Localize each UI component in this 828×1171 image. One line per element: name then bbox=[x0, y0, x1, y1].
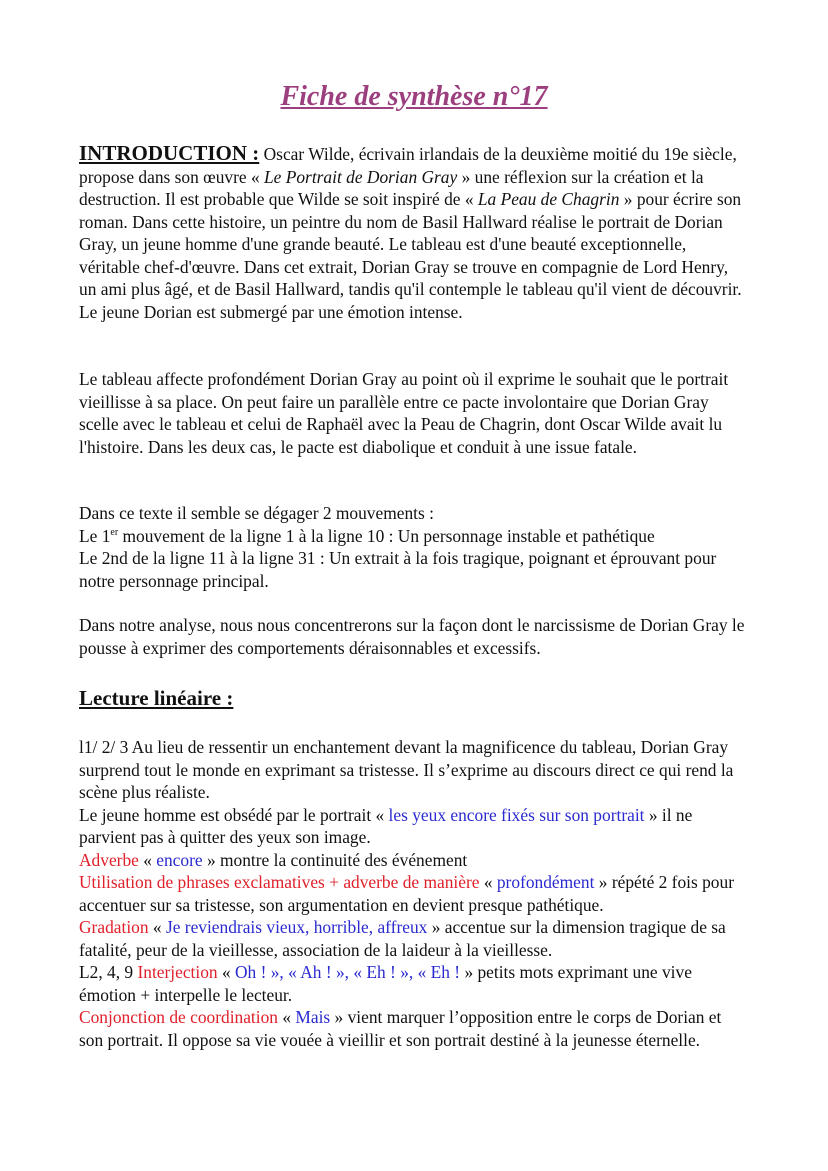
lecture-paragraph bbox=[79, 736, 749, 1051]
figure-label: Conjonction de coordination bbox=[79, 1007, 278, 1027]
lecture-line-5 bbox=[79, 916, 749, 961]
lecture-line-2-text: Le jeune homme est obsédé par le portrait « bbox=[79, 804, 389, 825]
figure-label: Interjection bbox=[137, 962, 218, 982]
quotation: les yeux encore fixés sur son portrait bbox=[388, 804, 645, 825]
first-movement bbox=[79, 525, 749, 548]
intro-text-1: Oscar Wilde, écrivain irlandais de la deuxième moitié du 19e siècle, propose dans son œuvre « bbox=[79, 144, 737, 187]
quote-open: « bbox=[278, 1007, 296, 1027]
quotation: Mais bbox=[295, 1007, 331, 1027]
intro-text-2: » une réflexion sur la création et la destruction. Il est probable que Wilde se soit inspiré de « bbox=[79, 166, 704, 209]
figure-label: Adverbe bbox=[79, 849, 139, 870]
lecture-line-4-text: » répété 2 fois pour accentuer sur sa tristesse, son argumentation en devient presque pathétique. bbox=[79, 872, 734, 915]
movements-paragraph bbox=[79, 502, 749, 592]
quotation: profondément bbox=[496, 872, 595, 892]
lecture-line-1: l1/ 2/ 3 Au lieu de ressentir un enchantement devant la magnificence du tableau, Dorian Gray surprend tout le monde en exprimant sa tristesse. Il s’exprime au discours direct ce qui rend la scène plus réaliste. bbox=[79, 737, 734, 802]
lecture-line-3-text: » montre la continuité des événement bbox=[202, 849, 468, 870]
quote-open: « bbox=[138, 849, 157, 870]
figure-label: Gradation bbox=[79, 917, 149, 937]
quote-open: « bbox=[479, 872, 497, 892]
lecture-line-5-text: » accentue sur la dimension tragique de sa fatalité, peur de la vieillesse, association de la laideur à la vieillesse. bbox=[79, 917, 726, 960]
first-movement-text: mouvement de la ligne 1 à la ligne 10 : Un personnage instable et pathétique bbox=[118, 525, 655, 546]
lecture-line-4 bbox=[79, 871, 749, 916]
quotation: Je reviendrais vieux, horrible, affreux bbox=[165, 917, 428, 937]
inspiration-title: La Peau de Chagrin bbox=[477, 189, 620, 209]
lecture-line-2-text: » il ne parvient pas à quitter des yeux son image. bbox=[79, 804, 693, 847]
first-movement-prefix: Le 1 bbox=[79, 525, 111, 546]
pact-text: Le tableau affecte profondément Dorian Gray au point où il exprime le souhait que le portrait vieillisse à sa place. On peut faire un parallèle entre ce pacte involontaire que Dorian Gray scelle avec le tableau et celui de Raphaël avec la Peau de Chagrin, dont Oscar Wilde avait lu l'histoire. Dans les deux cas, le pacte est diabolique et conduit à une issue fatale. bbox=[79, 369, 729, 457]
first-movement-superscript: er bbox=[110, 526, 119, 538]
lecture-line-7-text: » vient marquer l’opposition entre le corps de Dorian et son portrait. Il oppose sa vie vouée à vieillir et son portrait destiné à la jeunesse éternelle. bbox=[79, 1007, 722, 1050]
analysis-paragraph bbox=[79, 614, 749, 659]
introduction-paragraph bbox=[79, 142, 749, 323]
figure-label: Utilisation de phrases exclamatives + adverbe de manière bbox=[79, 872, 480, 892]
analysis-text: Dans notre analyse, nous nous concentrerons sur la façon dont le narcissisme de Dorian Gray le pousse à exprimer des comportements déraisonnables et excessifs. bbox=[79, 615, 745, 658]
pact-paragraph bbox=[79, 368, 749, 458]
quote-open: « bbox=[148, 917, 166, 937]
introduction-heading: INTRODUCTION : bbox=[79, 141, 260, 165]
quotation: encore bbox=[156, 849, 203, 870]
lecture-line-6 bbox=[79, 961, 749, 1006]
second-movement: Le 2nd de la ligne 11 à la ligne 31 : Un extrait à la fois tragique, poignant et éprouvant pour notre personnage principal. bbox=[79, 548, 717, 591]
lecture-line-2 bbox=[79, 804, 749, 849]
lecture-line-6-text: » petits mots exprimant une vive émotion + interpelle le lecteur. bbox=[79, 962, 692, 1005]
work-title: Le Portrait de Dorian Gray bbox=[264, 166, 458, 187]
lecture-line-7 bbox=[79, 1006, 749, 1051]
movements-intro: Dans ce texte il semble se dégager 2 mouvements : bbox=[79, 503, 434, 523]
page-title: Fiche de synthèse n°17 bbox=[280, 81, 548, 112]
line-reference: L2, 4, 9 bbox=[79, 962, 138, 982]
quotation: Oh ! », « Ah ! », « Eh ! », « Eh ! bbox=[235, 962, 461, 982]
lecture-line-3 bbox=[79, 849, 749, 872]
lecture-heading: Lecture linéaire : bbox=[79, 686, 234, 710]
quote-open: « bbox=[217, 962, 235, 982]
intro-text-3: » pour écrire son roman. Dans cette histoire, un peintre du nom de Basil Hallward réalise le portrait de Dorian Gray, un jeune homme d'une grande beauté. Le tableau est d'une beauté exceptionnelle, véritable chef-d'œuvre. Dans cet extrait, Dorian Gray se trouve en compagnie de Lord Henry, un ami plus âgé, et de Basil Hallward, tandis qu'il contemple le tableau qu'il vient de découvrir. Le jeune Dorian est submergé par une émotion intense. bbox=[79, 189, 742, 322]
